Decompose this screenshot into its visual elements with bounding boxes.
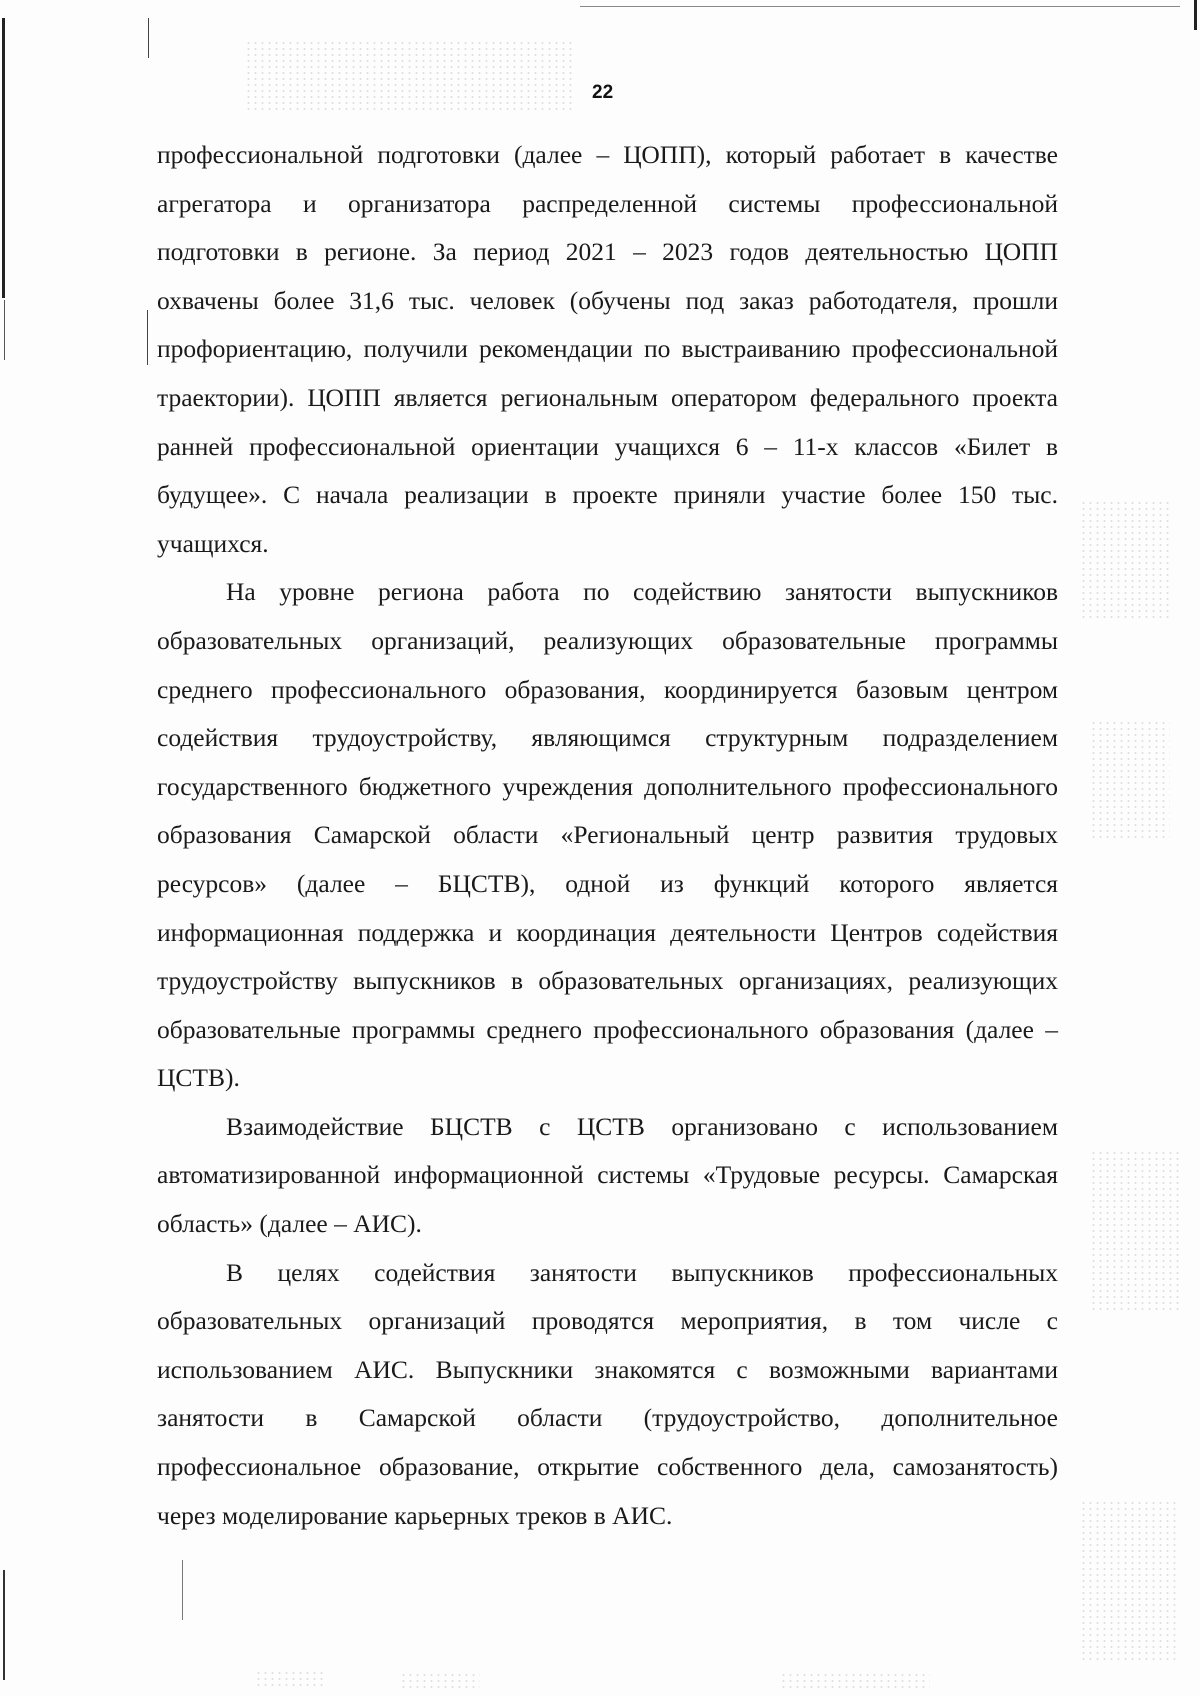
scan-noise: [245, 40, 575, 110]
scan-edge-mark: [3, 1570, 5, 1680]
scan-noise: [1080, 1500, 1180, 1660]
paragraph-bcstv: На уровне региона работа по содействию занятости выпускников образовательных организаций, реализующих образовательные программы среднего профессионального образования, координируется базовым центром содействия трудоустройству, являющимся структурным подразделением государственного бюджетного учреждения дополнительного профессионального образования Самарской области «Региональный центр развития трудовых ресурсов» (далее – БЦСТВ), одной из функций которого является информационная поддержка и координация деятельности Центров содействия трудоустройству выпускников в образовательных организациях, реализующих образовательные программы среднего профессионального образования (далее – ЦСТВ).: [157, 577, 1058, 1093]
document-body: [157, 131, 1058, 1540]
scan-noise: [400, 1672, 480, 1690]
page-number: 22: [592, 82, 614, 103]
scan-noise: [1080, 500, 1170, 620]
paragraph-copp: профессиональной подготовки (далее – ЦОПП), который работает в качестве агрегатора и организатора распределенной системы профессиональной подготовки в регионе. За период 2021 – 2023 годов деятельностью ЦОПП охвачены более 31,6 тыс. человек (обучены под заказ работодателя, прошли профориентацию, получили рекомендации по выстраиванию профессиональной траектории). ЦОПП является региональным оператором федерального проекта ранней профессиональной ориентации учащихся 6 – 11-х классов «Билет в будущее». С начала реализации в проекте приняли участие более 150 тыс. учащихся.: [157, 140, 1058, 558]
scan-edge-mark: [4, 300, 5, 360]
scan-noise: [1090, 1150, 1180, 1310]
scan-noise: [255, 1670, 325, 1690]
scan-artifact: [147, 310, 148, 365]
scan-edge-mark: [1194, 0, 1197, 30]
scan-edge-mark: [2, 18, 5, 298]
scan-artifact: [148, 18, 149, 58]
paragraph-interaction: Взаимодействие БЦСТВ с ЦСТВ организовано с использованием автоматизированной информационной системы «Трудовые ресурсы. Самарская область» (далее – АИС).: [157, 1111, 1058, 1239]
scan-artifact: [182, 1560, 183, 1620]
scan-noise: [780, 1672, 930, 1690]
scan-top-rule: [580, 6, 1180, 7]
paragraph-employment: В целях содействия занятости выпускников профессиональных образовательных организаций проводятся мероприятия, в том числе с использованием АИС. Выпускники знакомятся с возможными вариантами занятости в Самарской области (трудоустройство, дополнительное профессиональное образование, открытие собственного дела, самозанятость) через моделирование карьерных треков в АИС.: [157, 1257, 1058, 1530]
scan-noise: [1090, 720, 1170, 840]
